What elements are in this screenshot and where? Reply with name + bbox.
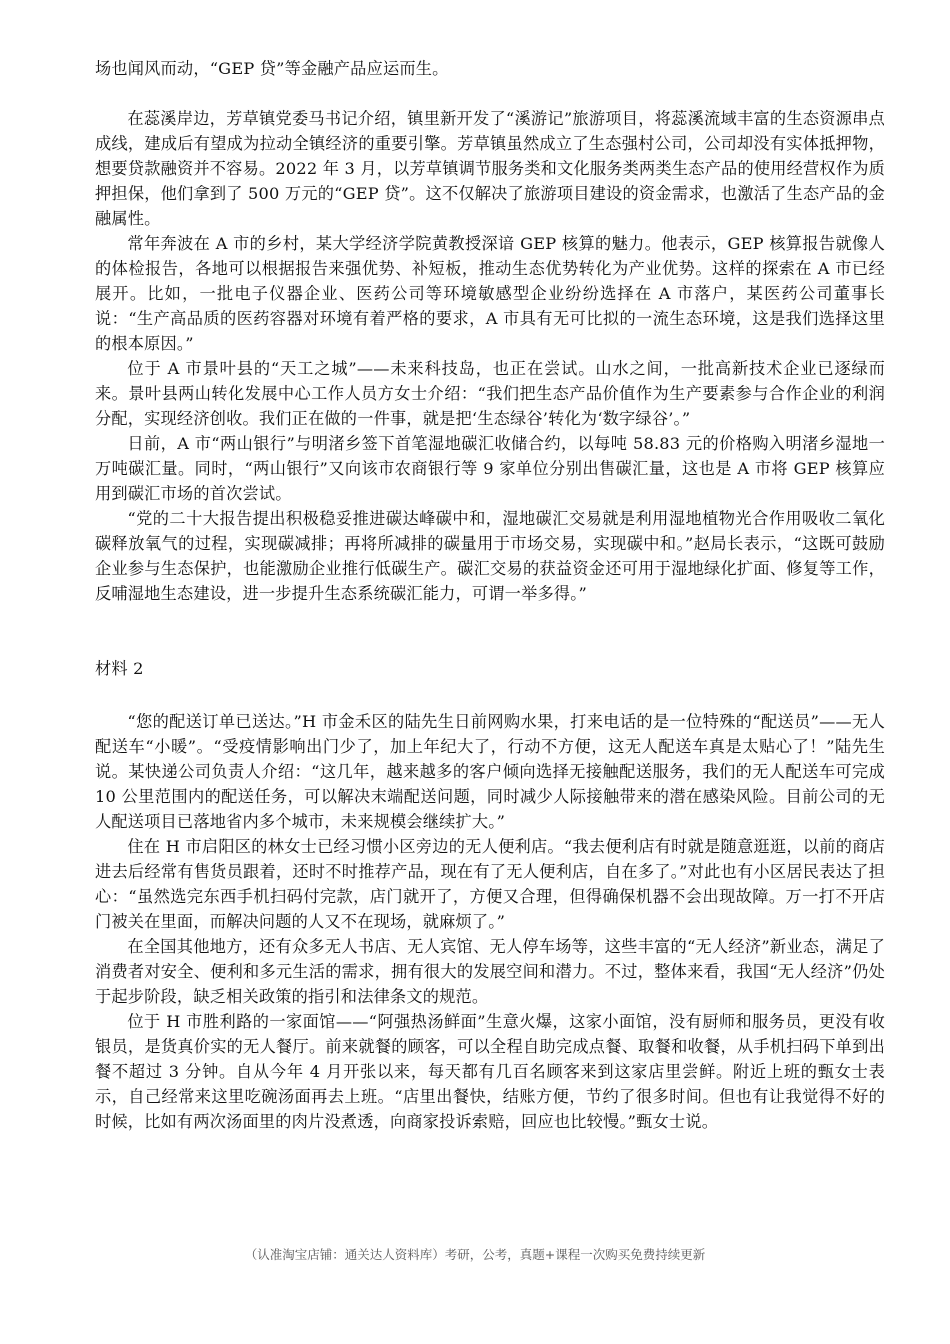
paragraph: “您的配送订单已送达。”H 市金禾区的陆先生日前网购水果，打来电话的是一位特殊的“配送员”——无人配送车“小暖”。“受疫情影响出门少了，加上年纪大了，行动不方便，这无人配送车真是太贴心了！”陆先生说。某快递公司负责人介绍：“这几年，越来越多的客户倾向选择无接触配送服务，我们的无人配送车可完成 10 公里范围内的配送任务，可以解决末端配送问题，同时减少人际接触带来的潜在感染风险。目前公司的无人配送项目已落地省内多个城市，未来规模会继续扩大。” (95, 712, 885, 831)
page-footer: （认准淘宝店铺：通关达人资料库）考研，公考，真题+课程一次购买免费持续更新 (244, 1247, 706, 1262)
spacer (95, 606, 885, 656)
paragraph: 位于 A 市景叶县的“天工之城”——未来科技岛，也正在尝试。山水之间，一批高新技术企业已逐绿而来。景叶县两山转化发展中心工作人员方女士介绍：“我们把生态产品价值作为生产要素参与合作企业的利润分配，实现经济创收。我们正在做的一件事，就是把‘生态绿谷’转化为‘数字绿谷’。” (95, 359, 885, 428)
paragraph: 日前，A 市“两山银行”与明渚乡签下首笔湿地碳汇收储合约，以每吨 58.83 元的价格购入明渚乡湿地一万吨碳汇量。同时，“两山银行”又向该市农商银行等 9 家单位分别出售碳汇量，这也是 A 市将 GEP 核算应用到碳汇市场的首次尝试。 (95, 434, 885, 503)
document-page (95, 56, 885, 1134)
paragraph: 常年奔波在 A 市的乡村，某大学经济学院黄教授深谙 GEP 核算的魅力。他表示，GEP 核算报告就像人的体检报告，各地可以根据报告来强优势、补短板，推动生态优势转化为产业优势。这样的探索在 A 市已经展开。比如，一批电子仪器企业、医药公司等环境敏感型企业纷纷选择在 A 市落户，某医药公司董事长说：“生产高品质的医药容器对环境有着严格的要求，A 市具有无可比拟的一流生态环境，这是我们选择这里的根本原因。” (95, 234, 885, 353)
spacer (95, 681, 885, 709)
paragraph: 住在 H 市启阳区的林女士已经习惯小区旁边的无人便利店。“我去便利店有时就是随意逛逛，以前的商店进去后经常有售货员跟着，还时不时推荐产品，现在有了无人便利店，自在多了。”对此也有小区居民表达了担心：“虽然选完东西手机扫码付完款，店门就开了，方便又合理，但得确保机器不会出现故障。万一打不开店门被关在里面，而解决问题的人又不在现场，就麻烦了。” (95, 837, 885, 931)
section-heading: 材料 2 (95, 659, 144, 678)
paragraph: “党的二十大报告提出积极稳妥推进碳达峰碳中和，湿地碳汇交易就是利用湿地植物光合作用吸收二氧化碳释放氧气的过程，实现碳减排；再将所减排的碳量用于市场交易，实现碳中和。”赵局长表示，“这既可鼓励企业参与生态保护，也能激励企业推行低碳生产。碳汇交易的获益资金还可用于湿地绿化扩面、修复等工作，反哺湿地生态建设，进一步提升生态系统碳汇能力，可谓一举多得。” (95, 509, 885, 603)
paragraph: 场也闻风而动，“GEP 贷”等金融产品应运而生。 (95, 59, 449, 78)
paragraph: 在蕊溪岸边，芳草镇党委马书记介绍，镇里新开发了“溪游记”旅游项目，将蕊溪流域丰富的生态资源串点成线，建成后有望成为拉动全镇经济的重要引擎。芳草镇虽然成立了生态强村公司，公司却没有实体抵押物，想要贷款融资并不容易。2022 年 3 月，以芳草镇调节服务类和文化服务类两类生态产品的使用经营权作为质押担保，他们拿到了 500 万元的“GEP 贷”。这不仅解决了旅游项目建设的资金需求，也激活了生态产品的金融属性。 (95, 109, 885, 228)
paragraph: 位于 H 市胜利路的一家面馆——“阿强热汤鲜面”生意火爆，这家小面馆，没有厨师和服务员，更没有收银员，是货真价实的无人餐厅。前来就餐的顾客，可以全程自助完成点餐、取餐和收餐，从手机扫码下单到出餐不超过 3 分钟。自从今年 4 月开张以来，每天都有几百名顾客来到这家店里尝鲜。附近上班的甄女士表示，自己经常来这里吃碗汤面再去上班。“店里出餐快，结账方便，节约了很多时间。但也有让我觉得不好的时候，比如有两次汤面里的肉片没煮透，向商家投诉索赔，回应也比较慢。”甄女士说。 (95, 1012, 885, 1131)
spacer (95, 81, 885, 106)
paragraph: 在全国其他地方，还有众多无人书店、无人宾馆、无人停车场等，这些丰富的“无人经济”新业态，满足了消费者对安全、便利和多元生活的需求，拥有很大的发展空间和潜力。不过，整体来看，我国“无人经济”仍处于起步阶段，缺乏相关政策的指引和法律条文的规范。 (95, 937, 885, 1006)
